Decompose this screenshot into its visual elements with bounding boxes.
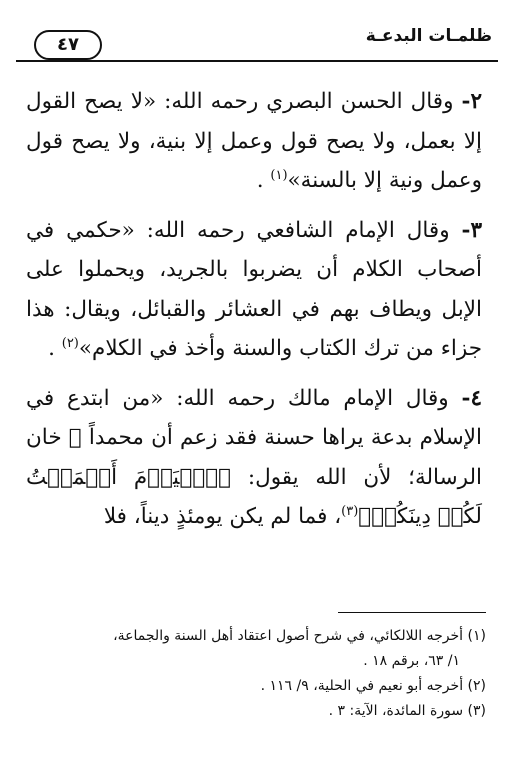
footnote-marker: (٣) [467,703,486,719]
footnote-1 [26,624,486,649]
footnote-ref: (١) [270,167,288,183]
page-number: ٤٧ [34,30,102,60]
paragraph-text: وقال الإمام مالك رحمه الله: «من ابتدع في الإسلام بدعة يراها حسنة فقد زعم أن محمداً ﷺ خان الرسالة؛ لأن الله يقول: ﴿ٱلۡيَوۡمَ أَكۡمَلۡتُ لَكُمۡ دِينَكُمۡ﴾ [26,385,482,529]
paragraph-number: ٤- [461,385,482,411]
paragraph-4 [26,379,482,537]
footnote-2 [26,674,486,699]
paragraph-number: ٢- [461,89,482,114]
paragraph-tail: . [48,336,62,361]
paragraph-tail: . [256,168,271,193]
paragraph-number: ٣- [461,217,482,243]
paragraph-text: وقال الحسن البصري رحمه الله: «لا يصح القول إلا بعمل، ولا يصح قول وعمل إلا بنية، ولا يصح قول وعمل ونية إلا بالسنة» [26,89,482,193]
body-text [26,82,482,547]
footnote-marker: (١) [467,628,486,644]
paragraph-3 [26,211,482,369]
footnote-divider [338,612,486,613]
footnote-3 [26,699,486,724]
book-title: ظلمـات البدعـة [365,26,492,46]
paragraph-tail: ، فما لم يكن يومئذٍ ديناً، فلا [103,504,342,529]
footnotes [26,624,486,724]
footnote-ref: (٢) [61,335,79,351]
footnote-text: أخرجه أبو نعيم في الحلية، ٩/ ١١٦ . [260,678,464,694]
paragraph-text: وقال الإمام الشافعي رحمه الله: «حكمي في أصحاب الكلام أن يضربوا بالجريد، ويحملوا على الإبل ويطاف بهم في العشائر والقبائل، ويقال: هذا جزاء من ترك الكتاب والسنة وأخذ في الكلام» [26,217,482,361]
footnote-text: سورة المائدة، الآية: ٣ . [328,703,464,719]
footnote-marker: (٢) [467,678,486,694]
footnote-ref: (٣) [341,503,359,519]
footnote-1-continuation: ١/ ٦٣، برقم ١٨ . [363,653,460,669]
paragraph-2 [26,82,482,201]
running-header [16,22,498,62]
footnote-text: أخرجه اللالكائي، في شرح أصول اعتقاد أهل السنة والجماعة، [113,628,464,644]
